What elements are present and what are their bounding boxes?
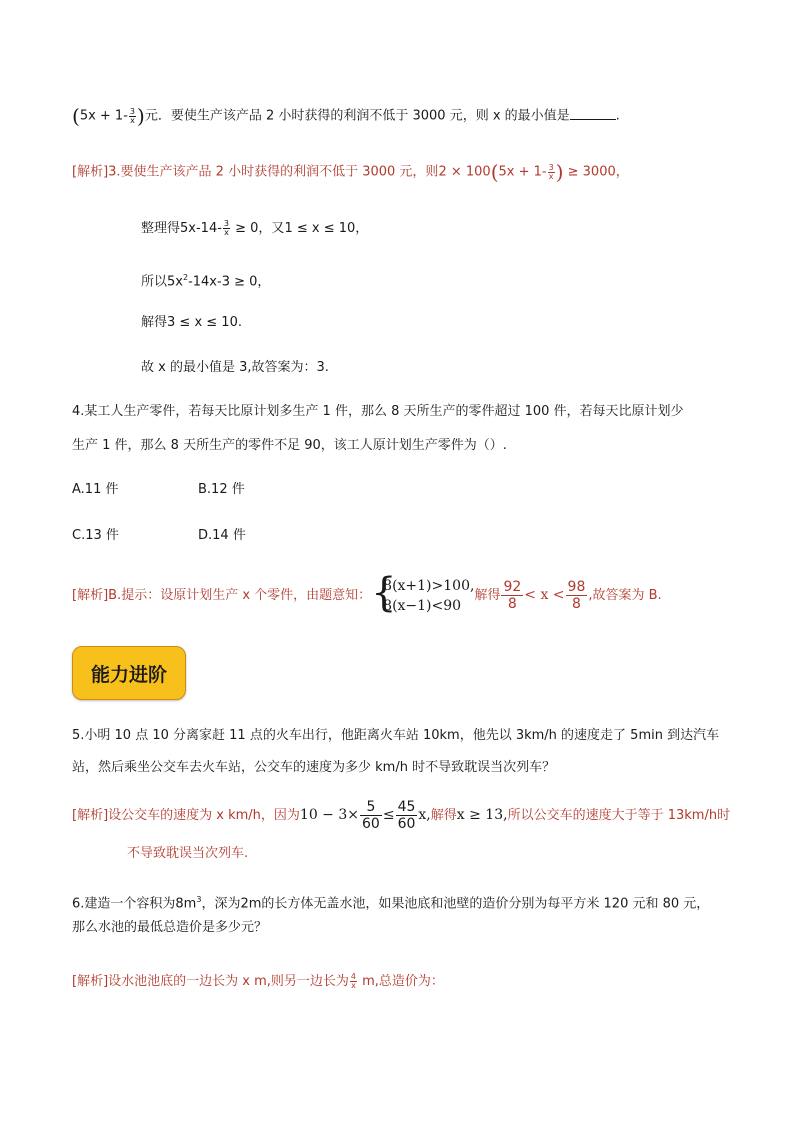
close-paren: ) xyxy=(137,104,145,128)
expr: 8m xyxy=(175,896,197,912)
expr: 1 ≤ x ≤ 10， xyxy=(284,221,369,236)
numerator: 45 xyxy=(397,799,416,815)
problem-text: 6.建造一个容积为 xyxy=(72,896,176,912)
denominator: x xyxy=(130,115,135,125)
step-text: 故 x 的最小值是 3,故答案为：3. xyxy=(141,360,329,375)
expr: x, xyxy=(418,807,431,823)
option-a: A.11 件 xyxy=(72,482,119,497)
problem-5-line-2: 站，然后乘坐公交车去火车站，公交车的速度为多少 km/h 时不导致耽误当次列车？ xyxy=(72,760,556,775)
fraction xyxy=(350,973,357,990)
solution-4 xyxy=(72,569,662,619)
denominator: 8 xyxy=(507,596,517,612)
step-text: 整理得 xyxy=(141,221,181,236)
expr: -14x-3 ≥ 0， xyxy=(188,274,271,290)
numerator: 3 xyxy=(129,106,135,116)
step-text: 所以 xyxy=(141,274,168,290)
expr: 5x + 1- xyxy=(498,164,547,180)
expr: < x < xyxy=(524,587,565,603)
problem-text: 元．要使生产该产品 2 小时获得的利润不低于 3000 元，则 x 的最小值是 xyxy=(144,108,570,124)
solution-6 xyxy=(72,972,444,992)
solution-prefix: [解析]设水池池底的一边长为 x m,则另一边长为 xyxy=(72,974,349,989)
denominator: x xyxy=(351,981,356,990)
solution-prefix: [解析]B.提示：设原计划生产 x 个零件，由题意知： xyxy=(72,588,372,603)
solution-5 xyxy=(72,795,730,836)
denominator: 8 xyxy=(572,596,581,612)
denominator: x xyxy=(548,171,554,181)
system-row: 8(x−1)<90 xyxy=(383,597,462,614)
option-c: C.13 件 xyxy=(72,528,119,543)
solution-5-line-2: 不导致耽误当次列车. xyxy=(127,846,249,861)
fraction xyxy=(129,108,136,125)
fraction xyxy=(360,799,382,832)
expr: 5x + 1- xyxy=(79,108,128,124)
expr: ≤ xyxy=(382,807,395,823)
option-b: B.12 件 xyxy=(198,482,245,497)
inequality-system xyxy=(371,569,475,616)
system-row: 8(x+1)>100, xyxy=(383,577,475,594)
solution-text: ,故答案为 B. xyxy=(588,588,662,603)
solution-3-line xyxy=(72,162,629,183)
answer-blank xyxy=(570,107,616,120)
open-paren: ( xyxy=(72,104,80,128)
solution-text: 解得 xyxy=(430,808,457,823)
step-text: 解得 xyxy=(141,315,168,330)
expr: ≥ 3000， xyxy=(567,164,629,180)
denominator: x xyxy=(224,228,229,237)
open-paren: ( xyxy=(490,160,499,184)
solution-text: 解得 xyxy=(474,588,501,603)
expr: 5x xyxy=(167,274,183,290)
superscript: 2 xyxy=(182,273,189,282)
section-badge xyxy=(72,646,186,700)
numerator: 3 xyxy=(223,219,229,228)
fraction xyxy=(223,220,230,237)
expr: 5x-14- xyxy=(180,221,222,236)
expr: ≥ 0，又 xyxy=(235,221,285,236)
problem-5-line-1: 5.小明 10 点 10 分离家赶 11 点的火车出行，他距离火车站 10km，他先以 3km/h 的速度走了 5min 到达汽车 xyxy=(72,728,720,743)
option-d: D.14 件 xyxy=(198,528,246,543)
fraction xyxy=(548,164,555,181)
problem-6-line-2: 那么水池的最低总造价是多少元？ xyxy=(72,920,268,935)
numerator: 4 xyxy=(350,972,356,981)
solution-prefix: [解析]设公交车的速度为 x km/h，因为 xyxy=(72,808,300,823)
numerator: 92 xyxy=(503,579,522,595)
numerator: 98 xyxy=(567,579,586,595)
expr: 2 × 100 xyxy=(438,164,491,180)
close-paren: ) xyxy=(555,160,564,184)
denominator: 60 xyxy=(362,816,380,832)
period: . xyxy=(615,108,620,124)
problem-4-line-2: 生产 1 件，那么 8 天所生产的零件不足 90，该工人原计划生产零件为（）. xyxy=(72,438,507,453)
fraction xyxy=(396,799,418,832)
problem-text: ，深为 xyxy=(201,896,241,912)
expr: 3 ≤ x ≤ 10. xyxy=(167,315,242,330)
denominator: 60 xyxy=(397,816,416,832)
problem-6-line-1 xyxy=(72,890,709,914)
solution-3-step-2 xyxy=(141,268,270,292)
solution-text: 所以公交车的速度大于等于 13km/h时 xyxy=(507,808,731,823)
numerator: 3 xyxy=(548,162,554,172)
expr: 2m xyxy=(240,896,262,912)
section-badge-label: 能力进阶 xyxy=(90,663,167,686)
solution-3-step-4 xyxy=(141,358,329,378)
solution-3-step-3 xyxy=(141,313,242,333)
solution-prefix: [解析]3.要使生产该产品 2 小时获得的利润不低于 3000 元，则 xyxy=(72,164,439,180)
problem-3-statement xyxy=(72,106,620,127)
solution-3-step-1 xyxy=(141,219,368,239)
problem-text: 的长方体无盖水池，如果池底和池壁的造价分别为每平方米 120 元和 80 元， xyxy=(261,896,710,912)
expr: x ≥ 13, xyxy=(456,807,508,823)
problem-4-line-1: 4.某工人生产零件，若每天比原计划多生产 1 件，那么 8 天所生产的零件超过 100 件，若每天比原计划少 xyxy=(72,404,684,419)
fraction xyxy=(501,579,523,612)
superscript: 3 xyxy=(196,895,202,904)
brace: { xyxy=(371,569,397,616)
solution-text: m,总造价为： xyxy=(362,974,444,989)
fraction xyxy=(566,579,588,612)
numerator: 5 xyxy=(360,799,382,816)
expr: 10 − 3× xyxy=(299,807,360,823)
